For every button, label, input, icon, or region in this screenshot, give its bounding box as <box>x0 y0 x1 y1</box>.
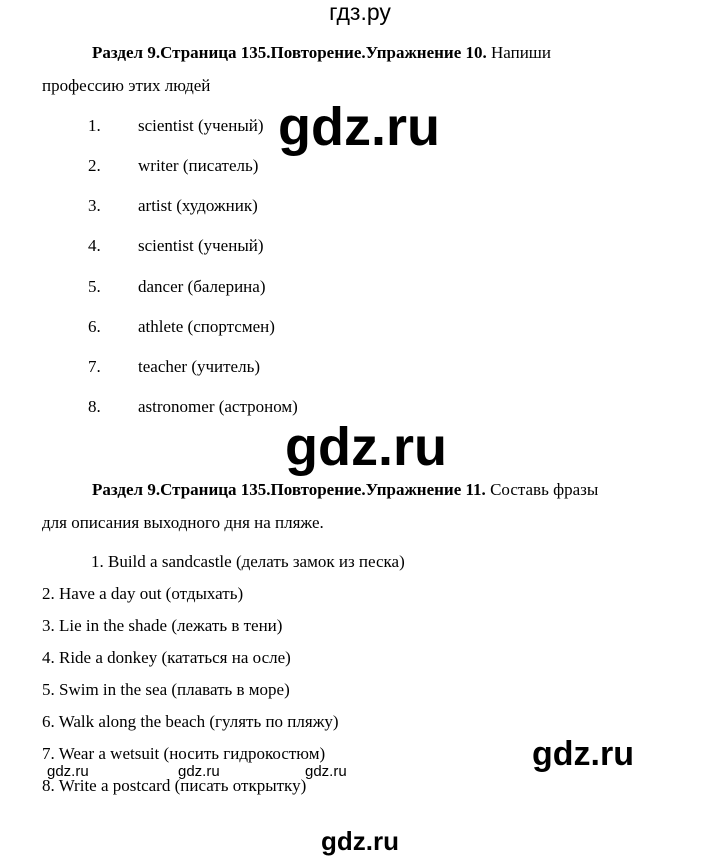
exercise-10-heading-bold: Раздел 9.Страница 135.Повторение.Упражнение 10. <box>92 43 487 62</box>
list-item: 5. Swim in the sea (плавать в море) <box>42 680 290 699</box>
list-item-number: 4. <box>88 236 101 255</box>
list-item: astronomer (астроном) <box>138 397 298 416</box>
exercise-11-heading-line2: для описания выходного дня на пляже. <box>42 513 324 532</box>
list-item: 8. Write a postcard (писать открытку) <box>42 776 307 795</box>
watermark: gdz.ru <box>305 763 347 780</box>
list-item: teacher (учитель) <box>138 357 260 376</box>
list-item: 7. Wear a wetsuit (носить гидрокостюм) <box>42 744 326 763</box>
list-item: artist (художник) <box>138 196 258 215</box>
exercise-10-heading-line2: профессию этих людей <box>42 76 211 95</box>
watermark: gdz.ru <box>278 97 440 157</box>
exercise-10-heading-rest: Напиши <box>486 43 551 62</box>
watermark: gdz.ru <box>178 763 220 780</box>
list-item: 1. Build a sandcastle (делать замок из песка) <box>91 552 405 571</box>
watermark-footer: gdz.ru <box>321 826 399 856</box>
exercise-11-heading-rest: Составь фразы <box>485 480 599 499</box>
list-item: 6. Walk along the beach (гулять по пляжу) <box>42 712 339 731</box>
list-item-number: 8. <box>88 397 101 416</box>
list-item: athlete (спортсмен) <box>138 317 275 336</box>
list-item-number: 2. <box>88 156 101 175</box>
watermark: gdz.ru <box>532 735 634 773</box>
list-item-number: 6. <box>88 317 101 336</box>
exercise-10-heading <box>92 43 551 63</box>
watermark: gdz.ru <box>285 417 447 477</box>
site-header: гдз.ру <box>329 0 391 25</box>
watermark: gdz.ru <box>47 763 89 780</box>
list-item-number: 3. <box>88 196 101 215</box>
list-item: 2. Have a day out (отдыхать) <box>42 584 244 603</box>
list-item: scientist (ученый) <box>138 116 264 135</box>
list-item: 3. Lie in the shade (лежать в тени) <box>42 616 283 635</box>
exercise-11-heading <box>92 480 598 500</box>
list-item: dancer (балерина) <box>138 277 266 296</box>
exercise-11-heading-bold: Раздел 9.Страница 135.Повторение.Упражнение 11. <box>92 480 486 499</box>
list-item: 4. Ride a donkey (кататься на осле) <box>42 648 291 667</box>
list-item-number: 1. <box>88 116 101 135</box>
list-item-number: 5. <box>88 277 101 296</box>
list-item-number: 7. <box>88 357 101 376</box>
list-item: writer (писатель) <box>138 156 259 175</box>
list-item: scientist (ученый) <box>138 236 264 255</box>
